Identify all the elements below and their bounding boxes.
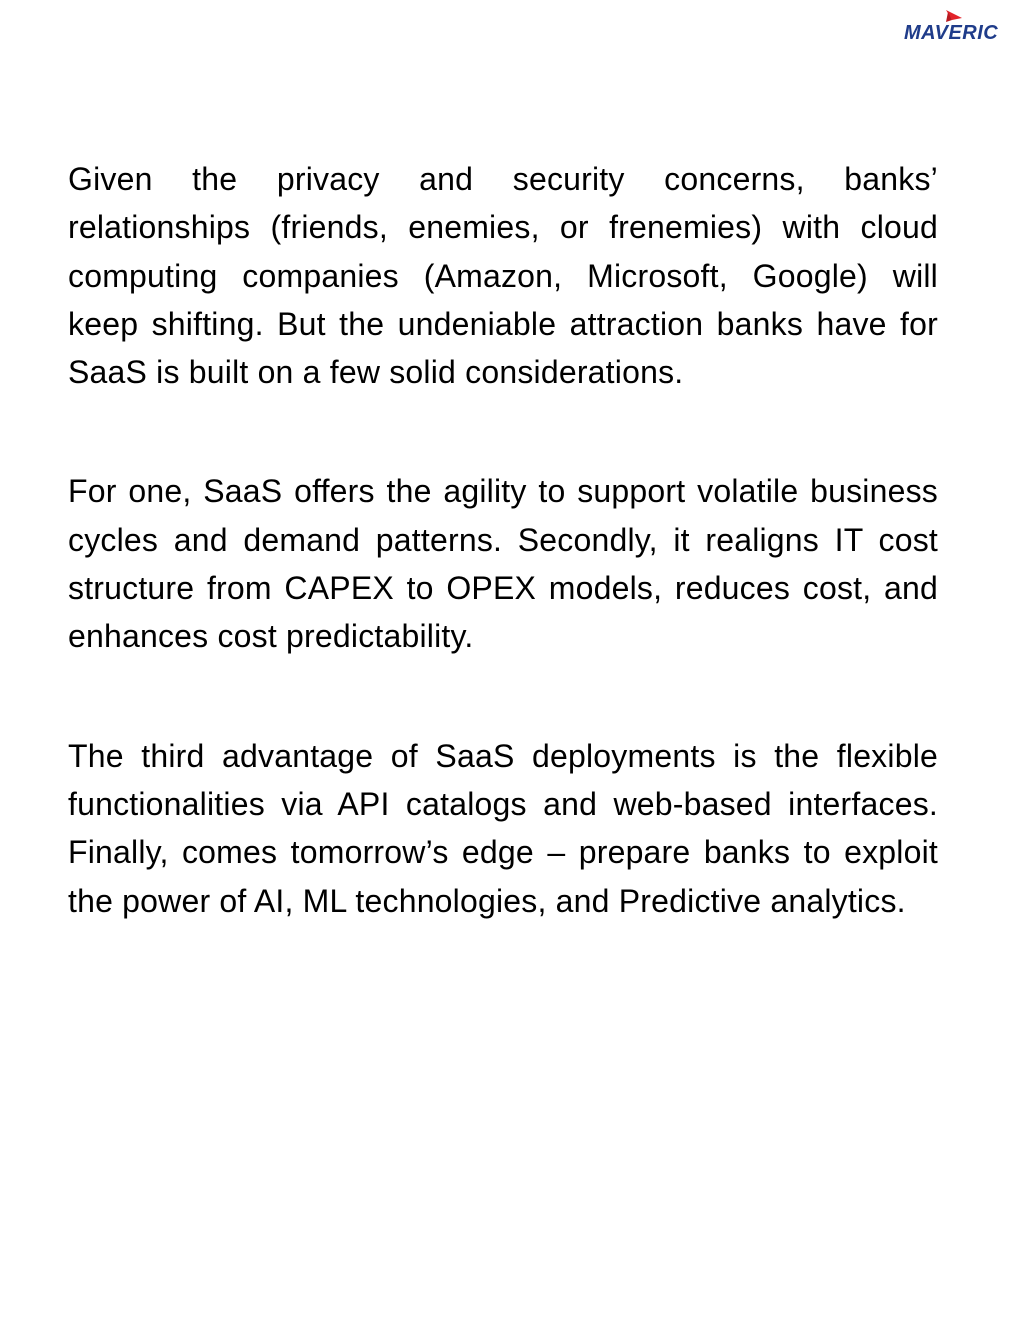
paragraph-3: The third advantage of SaaS deployments is the flexible functionalities via API catalogs and web-based interfaces. Finally, comes tomorrow’s edge – prepare banks to exploit the power of AI, ML technologies, and Predictive analytics. — [68, 737, 938, 919]
document-body — [68, 155, 938, 925]
paragraph-1: Given the privacy and security concerns, banks’ relationships (friends, enemies, or frenemies) with cloud computing companies (Amazon, Microsoft, Google) will keep shifting. But the undeniable attraction banks have for SaaS is built on a few solid considerations. — [68, 161, 938, 391]
paragraph-2: For one, SaaS offers the agility to support volatile business cycles and demand patterns. Secondly, it realigns IT cost structure from CAPEX to OPEX models, reduces cost, and enhances cost predictability. — [68, 473, 938, 655]
maveric-logo-icon — [902, 8, 1014, 44]
brand-logo — [902, 8, 1014, 44]
logo-text: MAVERIC — [904, 22, 999, 44]
